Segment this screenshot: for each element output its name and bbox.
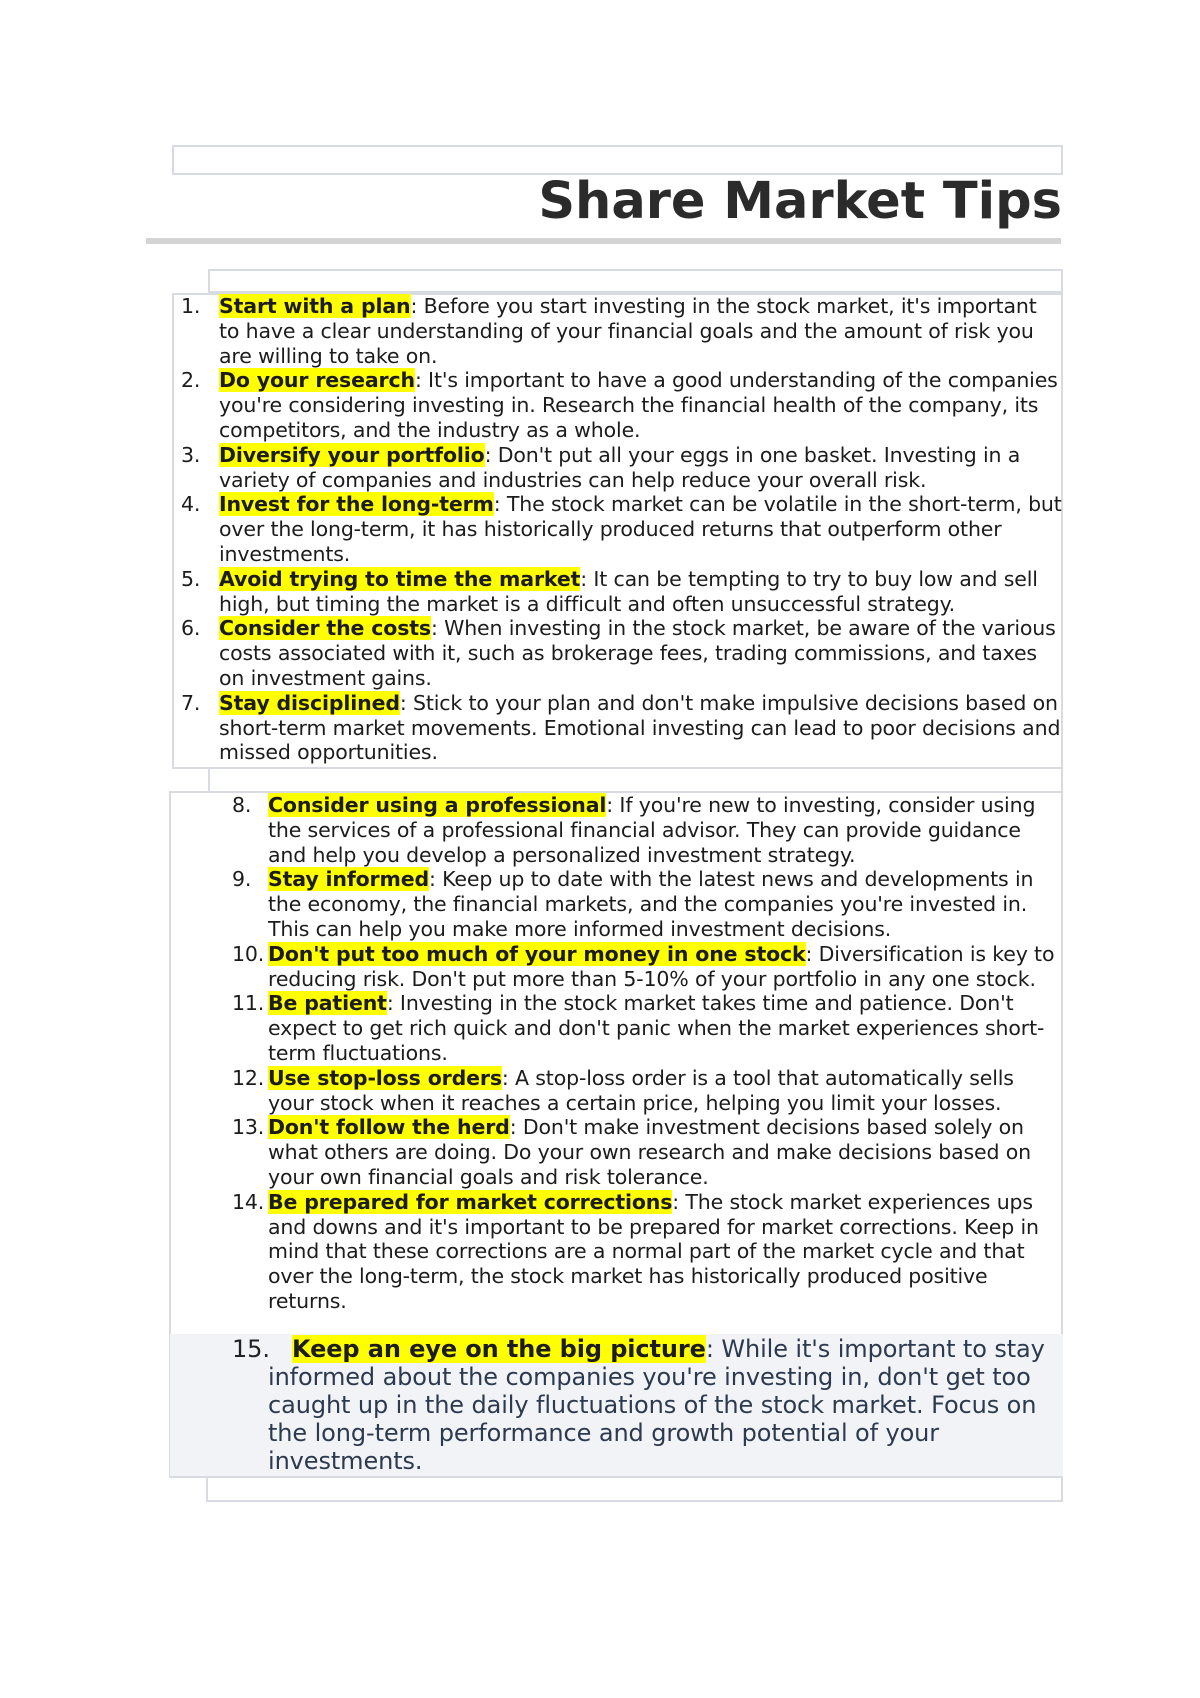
list-item <box>181 690 1063 765</box>
tip-body: : It can be tempting to try to buy low and sell high, but timing the market is a difficult and often unsuccessful strategy. <box>219 566 1038 616</box>
item-number: 2. <box>181 368 201 393</box>
list-item <box>181 566 1063 617</box>
item-number: 12. <box>232 1065 265 1090</box>
item-number: 11. <box>232 991 265 1016</box>
item-number: 5. <box>181 566 201 591</box>
tip-body: : Stick to your plan and don't make impulsive decisions based on short-term market movements. Emotional investing can lead to poor decisions and missed opportunities. <box>219 690 1061 765</box>
list-item <box>232 991 1063 1065</box>
list-item <box>232 941 1063 992</box>
list-item <box>181 442 1063 493</box>
tip-heading: Avoid trying to time the market <box>219 566 581 591</box>
tips-list-part-2 <box>232 793 1063 1314</box>
tip-body: : A stop-loss order is a tool that automatically sells your stock when it reaches a certain price, helping you limit your losses. <box>268 1065 1014 1115</box>
tip-body: : While it's important to stay informed about the companies you're investing in, don't get too caught up in the daily fluctuations of the stock market. Focus on the long-term performance and growth potential of your investments. <box>268 1335 1045 1475</box>
tip-body: : Before you start investing in the stock market, it's important to have a clear understanding of your financial goals and the amount of risk you are willing to take on. <box>219 294 1037 368</box>
tip-body: : The stock market can be volatile in the short-term, but over the long-term, it has historically produced returns that outperform other investments. <box>219 492 1062 566</box>
tip-body: : Don't make investment decisions based solely on what others are doing. Do your own research and make decisions based on your own financial goals and risk tolerance. <box>268 1115 1031 1189</box>
final-tip <box>232 1335 1073 1475</box>
tip-body: : It's important to have a good understanding of the companies you're considering investing in. Research the financial health of the company, its competitors, and the industry as a whole. <box>219 368 1058 442</box>
title-divider <box>146 238 1061 244</box>
tip-heading: Do your research <box>219 368 415 393</box>
tip-body: : If you're new to investing, consider using the services of a professional financial advisor. They can provide guidance and help you develop a personalized investment strategy. <box>268 793 1036 867</box>
tip-heading: Diversify your portfolio <box>219 442 485 467</box>
list-item <box>181 492 1063 566</box>
section-frame-bottom-tab <box>206 1476 1063 1502</box>
item-number: 8. <box>232 793 252 817</box>
tip-heading: Keep an eye on the big picture <box>292 1335 706 1363</box>
tip-heading: Start with a plan <box>219 294 411 318</box>
tip-heading: Be patient <box>268 991 387 1016</box>
tip-body: : Investing in the stock market takes time and patience. Don't expect to get rich quick and don't panic when the market experiences short-term fluctuations. <box>268 991 1045 1065</box>
list-item <box>232 1115 1063 1189</box>
tip-heading: Consider using a professional <box>268 793 607 817</box>
item-number: 10. <box>232 941 265 966</box>
item-number: 9. <box>232 867 252 892</box>
tip-body: : Keep up to date with the latest news and developments in the economy, the financial markets, and the companies you're invested in. This can help you make more informed investment decisions. <box>268 867 1034 941</box>
item-number: 3. <box>181 442 201 467</box>
tip-body: : Diversification is key to reducing risk. Don't put more than 5-10% of your portfolio in any one stock. <box>268 941 1055 991</box>
item-number: 7. <box>181 690 201 715</box>
list-item <box>232 1189 1063 1314</box>
item-number: 1. <box>181 294 201 318</box>
tip-heading: Invest for the long-term <box>219 492 494 517</box>
tip-heading: Use stop-loss orders <box>268 1065 502 1090</box>
page-title: Share Market Tips <box>538 172 1062 231</box>
tip-heading: Don't follow the herd <box>268 1115 510 1140</box>
list-item <box>232 793 1063 867</box>
item-number: 13. <box>232 1115 265 1140</box>
tip-heading: Stay disciplined <box>219 690 400 715</box>
item-number: 6. <box>181 616 201 641</box>
tip-heading: Stay informed <box>268 867 429 892</box>
section-frame-middle-tab <box>208 767 1063 793</box>
list-item <box>232 1065 1063 1116</box>
tip-body: : The stock market experiences ups and downs and it's important to be prepared for market corrections. Keep in mind that these corrections are a normal part of the market cycle and that over the long-term, the stock market has historically produced positive returns. <box>268 1189 1039 1313</box>
tip-body: : Don't put all your eggs in one basket. Investing in a variety of companies and industries can help reduce your overall risk. <box>219 442 1021 492</box>
section-frame-top-tab <box>208 269 1063 293</box>
header-frame <box>172 145 1063 175</box>
list-item <box>232 867 1063 941</box>
list-item <box>181 616 1063 690</box>
item-number: 4. <box>181 492 201 517</box>
tip-heading: Consider the costs <box>219 616 431 641</box>
tip-heading: Be prepared for market corrections <box>268 1189 673 1214</box>
list-item <box>181 368 1063 442</box>
item-number: 14. <box>232 1189 265 1214</box>
list-item <box>181 294 1063 368</box>
tip-heading: Don't put too much of your money in one stock <box>268 941 806 966</box>
item-number: 15. <box>232 1335 270 1363</box>
tips-list-part-1 <box>181 294 1063 765</box>
tip-body: : When investing in the stock market, be aware of the various costs associated with it, such as brokerage fees, trading commissions, and taxes on investment gains. <box>219 616 1056 690</box>
